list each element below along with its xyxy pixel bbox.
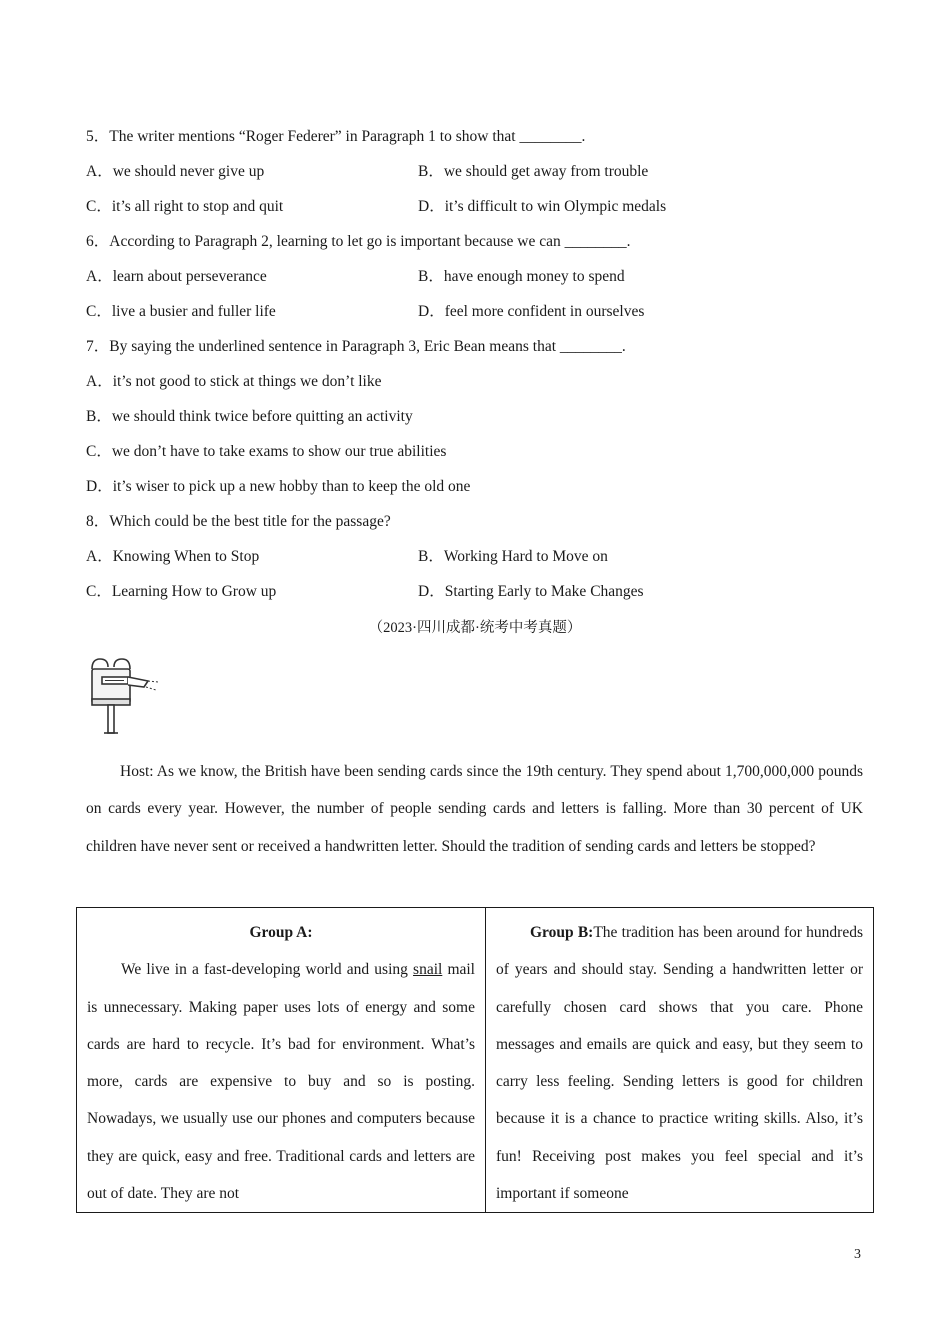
group-b-body: The tradition has been around for hundreds of years and should stay. Sending a handwritten letter or carefully chosen card shows that you care. Phone messages and emails are quick and easy, but they seem to carry less feeling. Sending letters is good for children because it is a chance to practice writing skills. Also, it’s fun! Receiving post makes you feel special and it’s important if someone xyxy=(496,924,863,1203)
question-7-stem: 7．By saying the underlined sentence in Paragraph 3, Eric Bean means that ________. xyxy=(86,338,626,355)
source-caption: （2023·四川成都·统考中考真题） xyxy=(368,620,582,636)
question-5-option-b: B．we should get away from trouble xyxy=(418,163,649,180)
question-6-option-b: B．have enough money to spend xyxy=(418,268,625,285)
question-7-option-a: A．it’s not good to stick at things we don’t like xyxy=(86,373,382,390)
question-6-option-d: D．feel more confident in ourselves xyxy=(418,303,645,320)
question-8-option-b: B．Working Hard to Move on xyxy=(418,548,608,565)
mailbox-icon xyxy=(88,655,168,742)
group-a-text-start: We live in a fast-developing world and using xyxy=(121,961,414,979)
page-number: 3 xyxy=(854,1247,861,1262)
group-a-text xyxy=(87,951,475,1212)
question-5-option-a: A．we should never give up xyxy=(86,163,265,180)
question-8-option-c: C．Learning How to Grow up xyxy=(86,583,277,600)
question-6-stem: 6．According to Paragraph 2, learning to let go is important because we can ________. xyxy=(86,233,631,250)
group-b-cell xyxy=(486,908,874,1213)
group-a-text-rest: mail is unnecessary. Making paper uses lots of energy and some cards are hard to recycle. It’s bad for environment. What’s more, cards are expensive to buy and so is posting. Nowadays, we usually use our phones and computers because they are quick, easy and free. Traditional cards and letters are out of date. They are not xyxy=(87,961,475,1203)
group-a-cell xyxy=(77,908,486,1213)
question-8-stem: 8．Which could be the best title for the passage? xyxy=(86,513,391,530)
underlined-word: snail xyxy=(413,961,443,979)
question-8-option-d: D．Starting Early to Make Changes xyxy=(418,583,644,600)
debate-table xyxy=(76,907,874,1213)
question-7-option-c: C．we don’t have to take exams to show our true abilities xyxy=(86,443,447,460)
host-paragraph-text: Host: As we know, the British have been sending cards since the 19th century. They spend about 1,700,000,000 pounds on cards every year. However, the number of people sending cards and letters is falling. More than 30 percent of UK children have never sent or received a handwritten letter. Should the tradition of sending cards and letters be stopped? xyxy=(86,763,863,855)
question-6-option-c: C．live a busier and fuller life xyxy=(86,303,276,320)
question-5-option-c: C．it’s all right to stop and quit xyxy=(86,198,284,215)
host-paragraph xyxy=(86,753,863,865)
group-a-heading: Group A: xyxy=(249,924,313,941)
question-6-option-a: A．learn about perseverance xyxy=(86,268,267,285)
group-b-heading: Group B: xyxy=(530,924,594,941)
question-8-option-a: A．Knowing When to Stop xyxy=(86,548,260,565)
question-5-stem: 5．The writer mentions “Roger Federer” in Paragraph 1 to show that ________. xyxy=(86,128,586,145)
question-7-option-d: D．it’s wiser to pick up a new hobby than to keep the old one xyxy=(86,478,471,495)
question-5-option-d: D．it’s difficult to win Olympic medals xyxy=(418,198,667,215)
question-7-option-b: B．we should think twice before quitting an activity xyxy=(86,408,413,425)
group-b-text xyxy=(496,914,863,1212)
